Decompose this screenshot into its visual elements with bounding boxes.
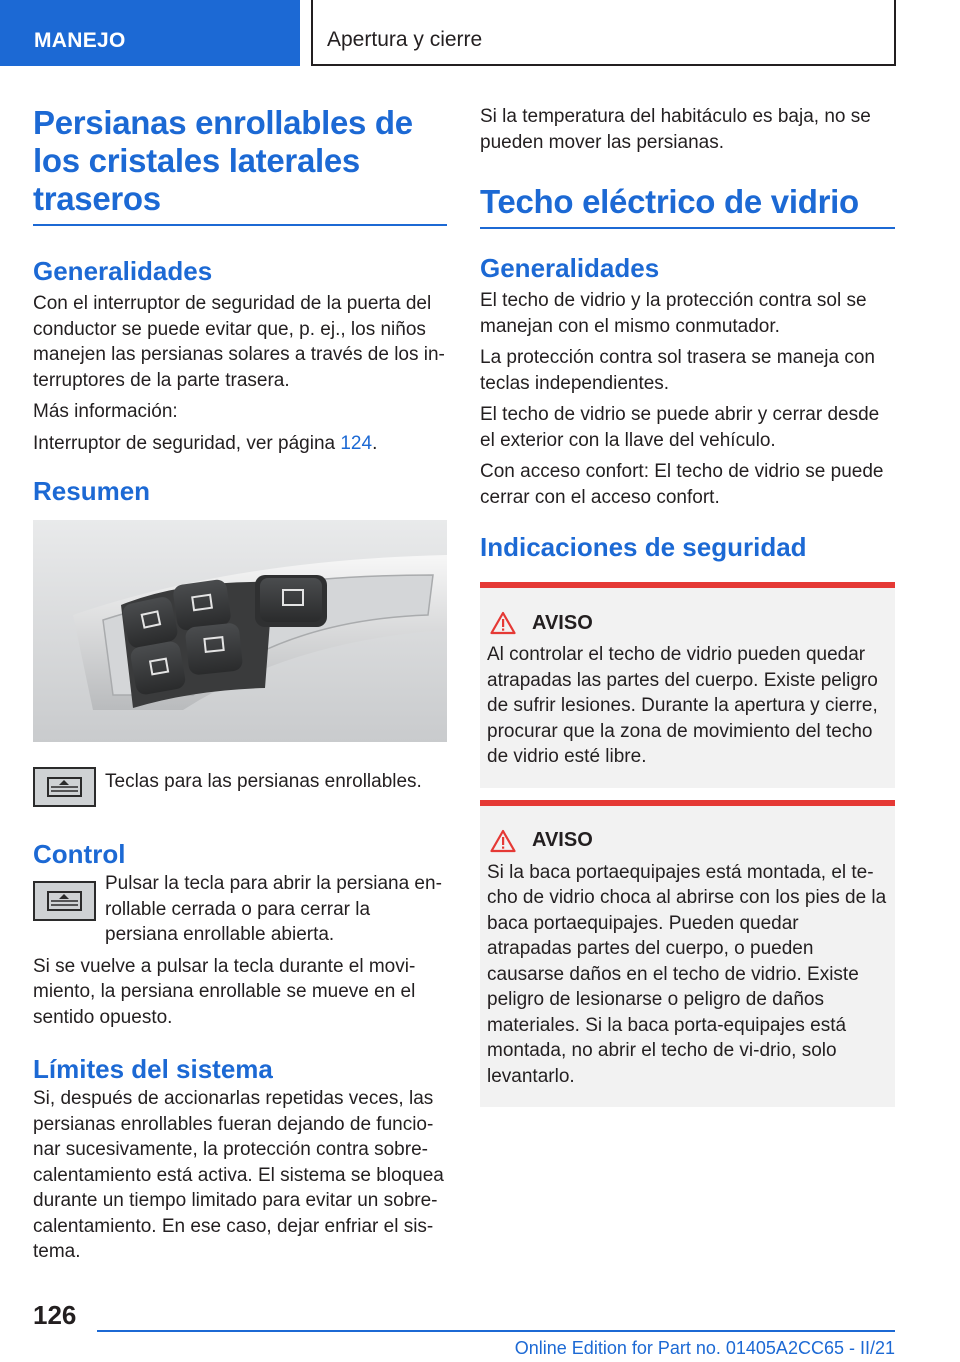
window-switch-panel-photo — [33, 520, 447, 742]
control-block — [33, 871, 447, 948]
roof-paragraph-3: El techo de vidrio se puede abrir y cerrar desde el exterior con la llave del vehículo. — [480, 404, 880, 451]
page-number: 126 — [33, 1300, 77, 1330]
limits-paragraph: Si, después de accionarlas repetidas veces, las persianas enrollables fueran dejando de funcio-nar sucesivamente, la protección contra sobre-calentamiento está activa. El sistema se bloquea durante un tiempo limitado para evitar un sobre-calentamiento. En ese caso, dejar enfriar el sis-tema. — [33, 1088, 444, 1262]
section-label: MANEJO — [34, 29, 126, 52]
intro-paragraph: Si la temperatura del habitáculo es baja, no se pueden mover las persianas. — [480, 106, 871, 153]
warning-box — [480, 582, 895, 788]
control-text: Pulsar la tecla para abrir la persiana en-rollable cerrada o para cerrar la persiana enrollable abierta. — [105, 873, 442, 945]
window-shade-key-icon — [33, 881, 96, 921]
warning-title: AVISO — [532, 829, 593, 851]
general-paragraph-1: Con el interruptor de seguridad de la puerta del conductor se puede evitar que, p. ej., los niños manejen las persianas solares a través de los in-terruptores de la parte trasera. — [33, 293, 445, 391]
heading-safety: Indicaciones de seguridad — [480, 532, 807, 562]
edition-note: Online Edition for Part no. 01405A2CC65 - II/21 — [514, 1338, 895, 1358]
roof-paragraph-4: Con acceso confort: El techo de vidrio se puede cerrar con el acceso confort. — [480, 461, 884, 508]
heading-summary: Resumen — [33, 476, 151, 506]
window-shade-key-icon — [33, 767, 96, 807]
image-caption: Teclas para las persianas enrollables. — [105, 771, 422, 792]
roof-paragraph-1: El techo de vidrio y la protección contra sol se manejan con el mismo conmutador. — [480, 290, 867, 337]
section-title-rear-shades: Persianas enrollables de los cristales laterales traseros — [33, 104, 447, 226]
heading-general-roof: Generalidades — [480, 253, 660, 283]
section-title-glass-roof: Techo eléctrico de vidrio — [480, 183, 895, 229]
section-tab — [0, 0, 300, 66]
warning-header — [487, 826, 887, 856]
footer-divider — [97, 1330, 895, 1332]
right-column — [480, 104, 895, 1107]
warning-text: Al controlar el techo de vidrio pueden quedar atrapadas las partes del cuerpo. Existe peligro de sufrir lesiones. Durante la apertura y cierre, procurar que la zona de movimiento del techo de vidrio esté libre. — [487, 644, 878, 767]
control-paragraph-2: Si se vuelve a pulsar la tecla durante el movi-miento, la persiana enrollable se mueve en el sentido opuesto. — [33, 955, 416, 1028]
general-paragraph-2: Más información: — [33, 401, 178, 422]
general-paragraph-3 — [33, 431, 447, 457]
heading-general: Generalidades — [33, 256, 213, 286]
chapter-header — [311, 0, 896, 66]
page-link-124[interactable]: 124 — [340, 432, 373, 454]
heading-system-limits: Límites del sistema — [33, 1054, 273, 1084]
warning-box — [480, 800, 895, 1108]
warning-triangle-icon — [490, 611, 516, 635]
roof-paragraph-2: La protección contra sol trasera se maneja con teclas independientes. — [480, 347, 875, 394]
cross-reference-end: . — [372, 432, 378, 454]
warning-header — [487, 608, 887, 638]
chapter-label: Apertura y cierre — [327, 28, 483, 51]
warning-text: Si la baca portaequipajes está montada, el te-cho de vidrio choca al abrirse con los pies de la baca portaequipajes. Pueden quedar atrapadas partes del cuerpo, o pueden causarse daños en el techo de vidrio. Existe peligro de lesionarse o peligro de daños materiales. Si la baca porta-equipajes está montada, no abrir el techo de vi-drio, solo levantarlo. — [487, 861, 887, 1087]
cross-reference-text: Interruptor de seguridad, ver página — [33, 432, 341, 454]
warning-title: AVISO — [532, 611, 593, 634]
caption-row — [33, 767, 447, 815]
left-column — [33, 104, 447, 1265]
warning-triangle-icon — [490, 829, 516, 853]
heading-control: Control — [33, 839, 126, 869]
